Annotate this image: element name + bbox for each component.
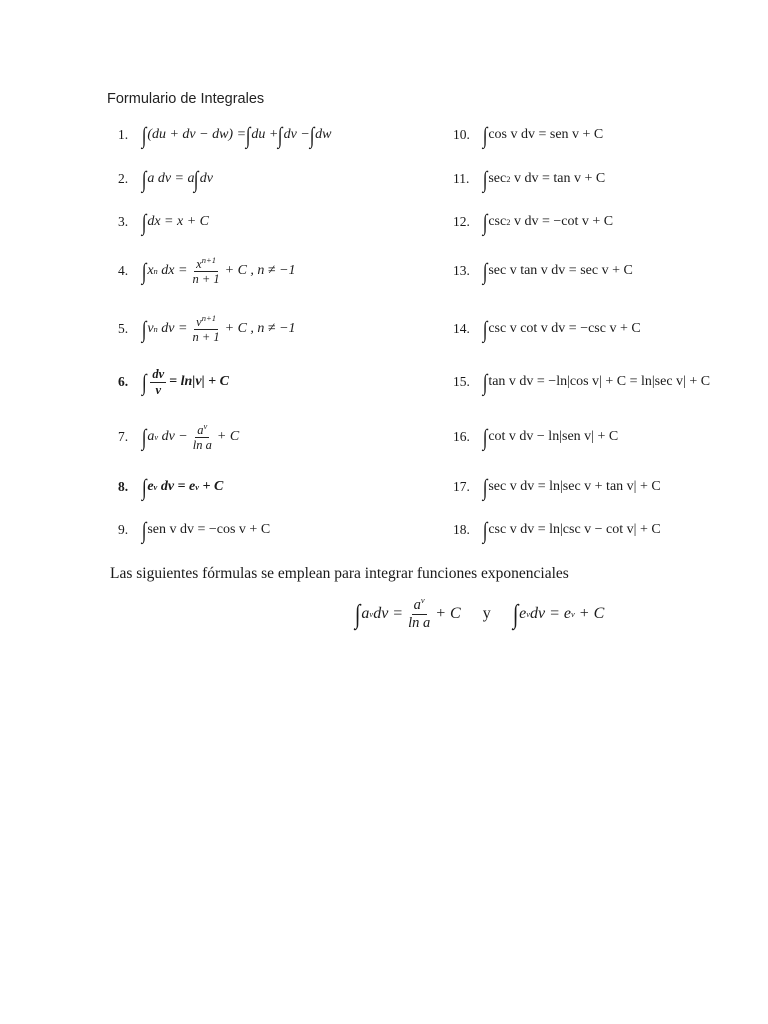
formula-text: + C <box>202 479 224 494</box>
formula-6 <box>118 362 229 402</box>
formula-text: dv = <box>373 605 404 622</box>
formula-number: 3. <box>118 214 129 229</box>
integral-sign: ∫ <box>482 166 488 192</box>
formula-5 <box>118 309 296 349</box>
separator-text: y <box>482 605 491 622</box>
exponent: 2 <box>506 174 511 184</box>
integral-sign: ∫ <box>245 122 251 148</box>
formula-number: 15. <box>453 374 470 389</box>
integral-sign: ∫ <box>482 316 488 342</box>
exponent: n+1 <box>201 312 216 323</box>
numerator <box>194 256 218 273</box>
exponent: v <box>571 609 575 619</box>
integral-sign: ∫ <box>278 122 283 148</box>
formula-17 <box>453 467 661 507</box>
formula-number: 8. <box>118 479 129 494</box>
integral-sign: ∫ <box>482 258 488 284</box>
formula-text: cot v dv − ln|sen v| + C <box>488 429 619 444</box>
integral-sign: ∫ <box>482 369 488 395</box>
exponent: v <box>203 420 208 431</box>
exponential-note: Las siguientes fórmulas se emplean para integrar funciones exponenciales <box>110 565 569 582</box>
integral-sign: ∫ <box>141 474 147 500</box>
exponent: v <box>195 482 199 492</box>
formula-9 <box>118 510 270 550</box>
formula-text: dx = x + C <box>147 214 209 229</box>
formula-text: dv = e <box>160 479 196 494</box>
formula-2 <box>118 159 213 199</box>
formula-text: v <box>196 314 202 329</box>
fraction <box>150 367 166 397</box>
formula-text: sec v tan v dv = sec v + C <box>488 263 633 278</box>
formula-text: dv <box>199 171 214 186</box>
integral-sign: ∫ <box>309 122 315 148</box>
formula-13 <box>453 251 633 291</box>
integral-sign: ∫ <box>354 598 361 629</box>
formula-text: a dv = a <box>147 171 195 186</box>
formula-number: 13. <box>453 263 470 278</box>
formula-number: 16. <box>453 429 470 444</box>
formula-text: csc v cot v dv = −csc v + C <box>488 321 641 336</box>
integral-sign: ∫ <box>141 316 147 342</box>
fraction <box>191 422 214 453</box>
fraction <box>190 256 221 287</box>
formula-text: + C <box>578 605 605 622</box>
formula-18 <box>453 510 661 550</box>
integral-sign: ∫ <box>141 369 147 395</box>
formula-12 <box>453 202 613 242</box>
formula-1 <box>118 115 331 155</box>
formula-number: 17. <box>453 479 470 494</box>
formula-number: 6. <box>118 374 129 389</box>
formula-text: a <box>413 597 421 614</box>
formula-text: + C , n ≠ −1 <box>224 321 296 336</box>
formula-15 <box>453 362 710 402</box>
formula-text: dv = e <box>530 605 572 622</box>
formula-text: e <box>147 479 154 494</box>
formula-11 <box>453 159 605 199</box>
integral-sign: ∫ <box>141 258 147 284</box>
exponent: v <box>153 482 158 492</box>
formula-text: dw <box>315 127 332 142</box>
formula-text: x <box>196 256 202 271</box>
exponent: v <box>420 595 425 606</box>
formula-number: 10. <box>453 127 470 142</box>
integral-sign: ∫ <box>482 209 488 235</box>
formula-text: + C <box>216 429 240 444</box>
formula-text: dv − <box>161 429 188 444</box>
formula-4 <box>118 251 296 291</box>
formula-text: cos v dv = sen v + C <box>488 127 604 142</box>
formula-text: sen v dv = −cos v + C <box>147 522 271 537</box>
formula-8 <box>118 467 223 507</box>
formula-text: x <box>147 263 154 278</box>
integral-sign: ∫ <box>482 122 488 148</box>
page-title: Formulario de Integrales <box>107 91 265 107</box>
formula-text: e <box>519 605 527 622</box>
formula-text: a <box>361 605 370 622</box>
formula-16 <box>453 417 618 457</box>
formula-text: sec <box>488 171 507 186</box>
formula-number: 11. <box>453 171 470 186</box>
formula-number: 5. <box>118 321 129 336</box>
integral-sign: ∫ <box>482 517 488 543</box>
formula-number: 14. <box>453 321 470 336</box>
formula-text: v dv = tan v + C <box>513 171 606 186</box>
integral-sign: ∫ <box>141 166 147 192</box>
formula-text: tan v dv = −ln|cos v| + C = ln|sec v| + C <box>488 374 711 389</box>
formula-text: csc <box>488 214 507 229</box>
integral-sign: ∫ <box>482 474 488 500</box>
formula-text: + C <box>435 605 461 622</box>
formula-10 <box>453 115 603 155</box>
formula-number: 7. <box>118 429 129 444</box>
exponent: n <box>153 324 158 334</box>
formula-7 <box>118 417 239 457</box>
formula-number: 1. <box>118 127 129 142</box>
exponent: 2 <box>506 217 511 227</box>
exponent: n <box>153 266 158 276</box>
integral-sign: ∫ <box>482 424 488 450</box>
integral-sign: ∫ <box>141 122 147 148</box>
fraction <box>190 314 221 345</box>
exponential-formulas <box>355 588 604 640</box>
numerator <box>194 314 218 331</box>
formula-text: + C , n ≠ −1 <box>224 263 296 278</box>
formula-text: a <box>197 422 204 437</box>
formula-number: 9. <box>118 522 129 537</box>
formula-text: dv − <box>283 127 310 142</box>
formula-text: csc v dv = ln|csc v − cot v| + C <box>488 522 661 537</box>
formula-text: dx = <box>161 263 188 278</box>
formula-number: 12. <box>453 214 470 229</box>
denominator: v <box>155 382 161 397</box>
denominator: n + 1 <box>192 330 220 345</box>
formula-text: a <box>147 429 155 444</box>
integral-sign: ∫ <box>141 209 147 235</box>
numerator <box>412 596 427 615</box>
formula-number: 4. <box>118 263 129 278</box>
formula-text: sec v dv = ln|sec v + tan v| + C <box>488 479 661 494</box>
formula-text: (du + dv − dw) = <box>147 127 247 142</box>
denominator: ln a <box>408 614 431 631</box>
integral-sign: ∫ <box>194 166 200 192</box>
formula-3 <box>118 202 209 242</box>
formula-text: v <box>147 321 154 336</box>
formula-number: 2. <box>118 171 129 186</box>
integral-sign: ∫ <box>512 598 519 629</box>
exponent: v <box>369 609 374 619</box>
fraction <box>406 596 432 631</box>
formula-text: v dv = −cot v + C <box>513 214 614 229</box>
denominator: n + 1 <box>192 272 220 287</box>
formula-text: = ln|v| + C <box>169 374 229 389</box>
integral-sign: ∫ <box>141 517 147 543</box>
exponent: v <box>526 609 531 619</box>
formula-14 <box>453 309 641 349</box>
numerator <box>195 422 209 439</box>
denominator: ln a <box>192 438 212 453</box>
integral-sign: ∫ <box>141 424 147 450</box>
formula-number: 18. <box>453 522 470 537</box>
exponent: n+1 <box>201 254 216 265</box>
formula-text: du + <box>251 127 279 142</box>
exponent: v <box>154 432 159 442</box>
numerator: dv <box>152 367 165 382</box>
formula-text: dv = <box>161 321 188 336</box>
